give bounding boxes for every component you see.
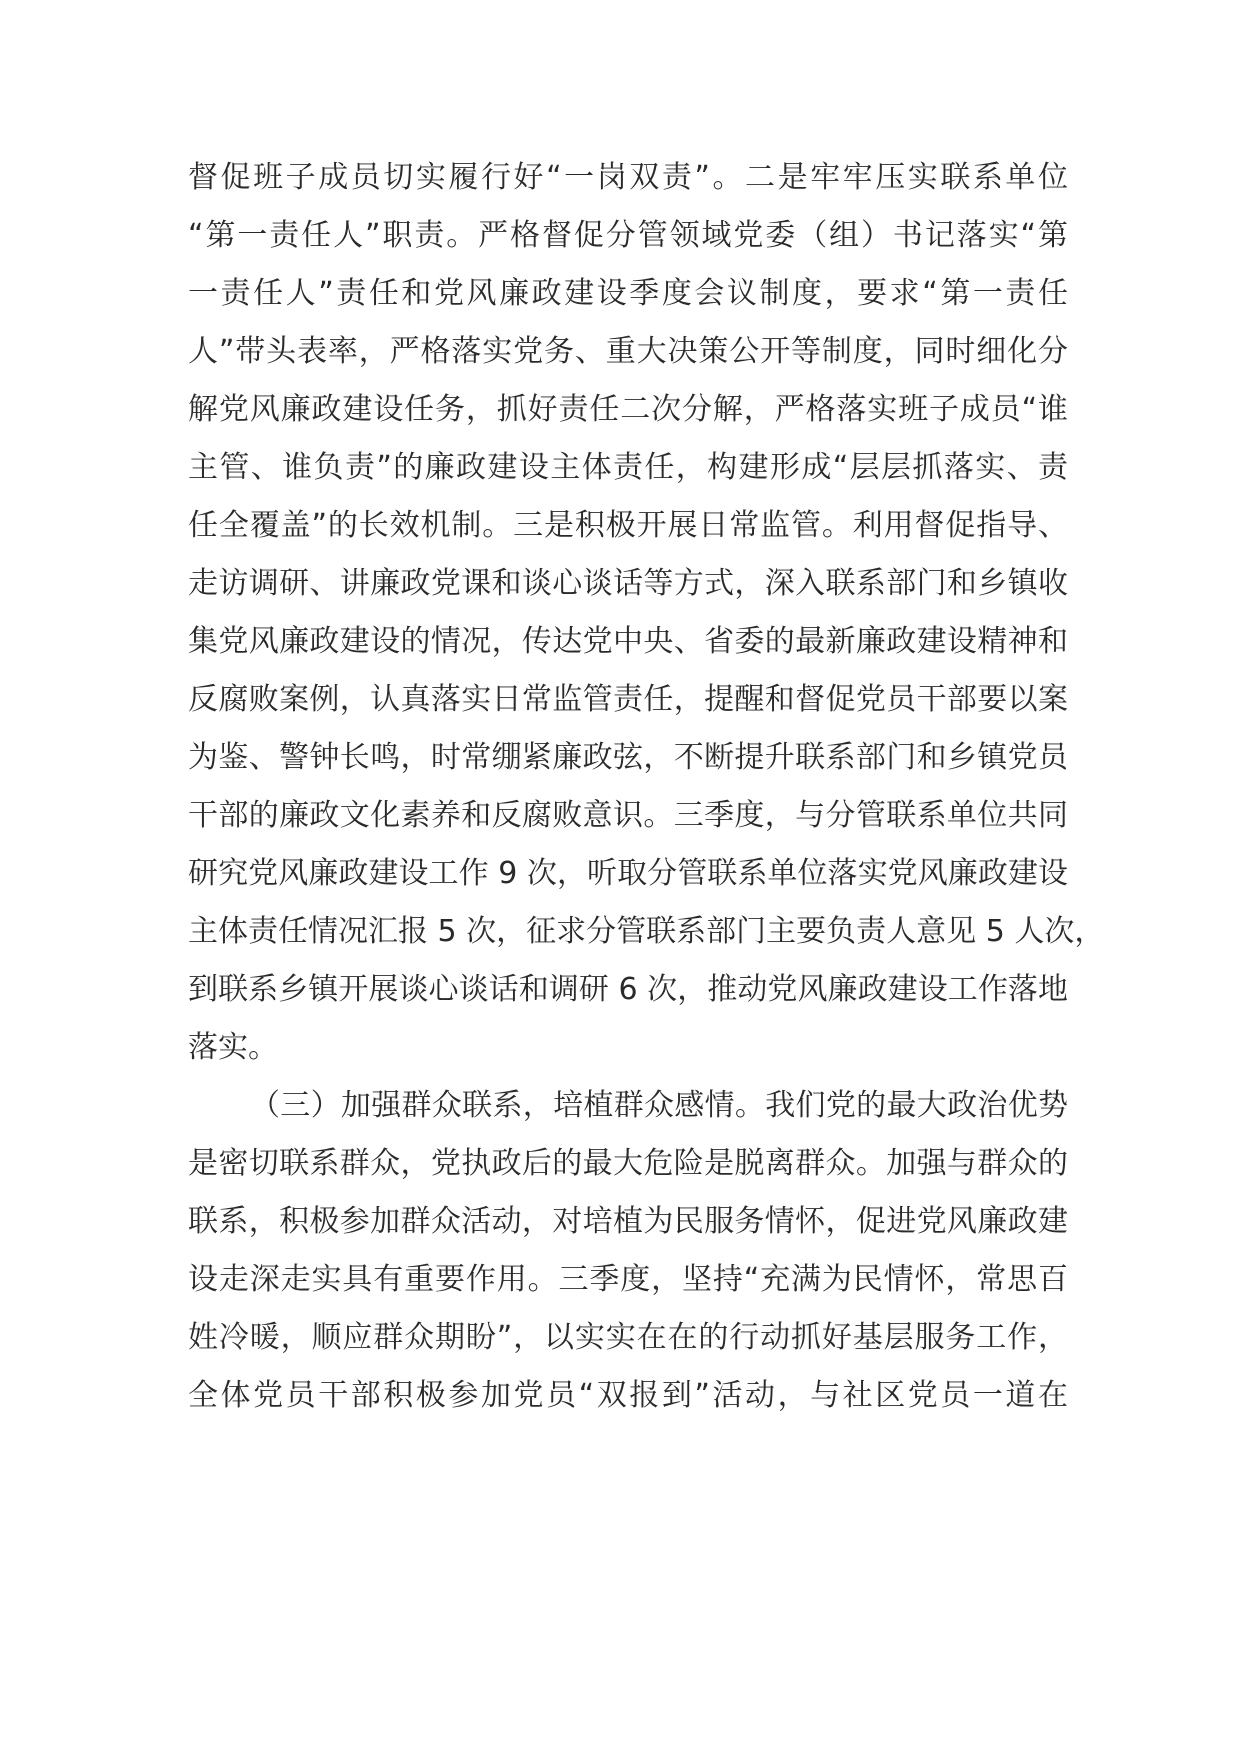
text-line: “第一责任人”职责。严格督促分管领域党委（组）书记落实“第 (188, 218, 1068, 253)
text-line: 联系，积极参加群众活动，对培植为民服务情怀，促进党风廉政建 (188, 1204, 1068, 1239)
text-line: 干部的廉政文化素养和反腐败意识。三季度，与分管联系单位共同 (188, 798, 1068, 833)
text-line: 设走深走实具有重要作用。三季度，坚持“充满为民情怀，常思百 (188, 1262, 1068, 1297)
text-line: 反腐败案例，认真落实日常监管责任，提醒和督促党员干部要以案 (188, 682, 1068, 717)
text-line: 督促班子成员切实履行好“一岗双责”。二是牢牢压实联系单位 (188, 160, 1068, 195)
text-line: 人”带头表率，严格落实党务、重大决策公开等制度，同时细化分 (188, 334, 1068, 369)
text-line: 姓冷暖，顺应群众期盼”，以实实在在的行动抓好基层服务工作， (188, 1320, 1068, 1355)
text-line: 是密切联系群众，党执政后的最大危险是脱离群众。加强与群众的 (188, 1146, 1068, 1181)
text-line: 任全覆盖”的长效机制。三是积极开展日常监管。利用督促指导、 (188, 508, 1068, 543)
text-line: 落实。 (188, 1030, 278, 1065)
text-line: 为鉴、警钟长鸣，时常绷紧廉政弦，不断提升联系部门和乡镇党员 (188, 740, 1068, 775)
text-line: 集党风廉政建设的情况，传达党中央、省委的最新廉政建设精神和 (188, 624, 1068, 659)
text-line: （三）加强群众联系，培植群众感情。我们党的最大政治优势 (250, 1088, 1068, 1123)
text-line: 主管、谁负责”的廉政建设主体责任，构建形成“层层抓落实、责 (188, 450, 1068, 485)
text-line: 全体党员干部积极参加党员“双报到”活动，与社区党员一道在 (188, 1378, 1068, 1413)
text-line: 研究党风廉政建设工作 9 次，听取分管联系单位落实党风廉政建设 (188, 856, 1068, 891)
text-line: 主体责任情况汇报 5 次，征求分管联系部门主要负责人意见 5 人次， (188, 914, 1105, 949)
text-line: 走访调研、讲廉政党课和谈心谈话等方式，深入联系部门和乡镇收 (188, 566, 1068, 601)
text-line: 解党风廉政建设任务，抓好责任二次分解，严格落实班子成员“谁 (188, 392, 1068, 427)
text-line: 一责任人”责任和党风廉政建设季度会议制度，要求“第一责任 (188, 276, 1068, 311)
text-line: 到联系乡镇开展谈心谈话和调研 6 次，推动党风廉政建设工作落地 (188, 972, 1068, 1007)
